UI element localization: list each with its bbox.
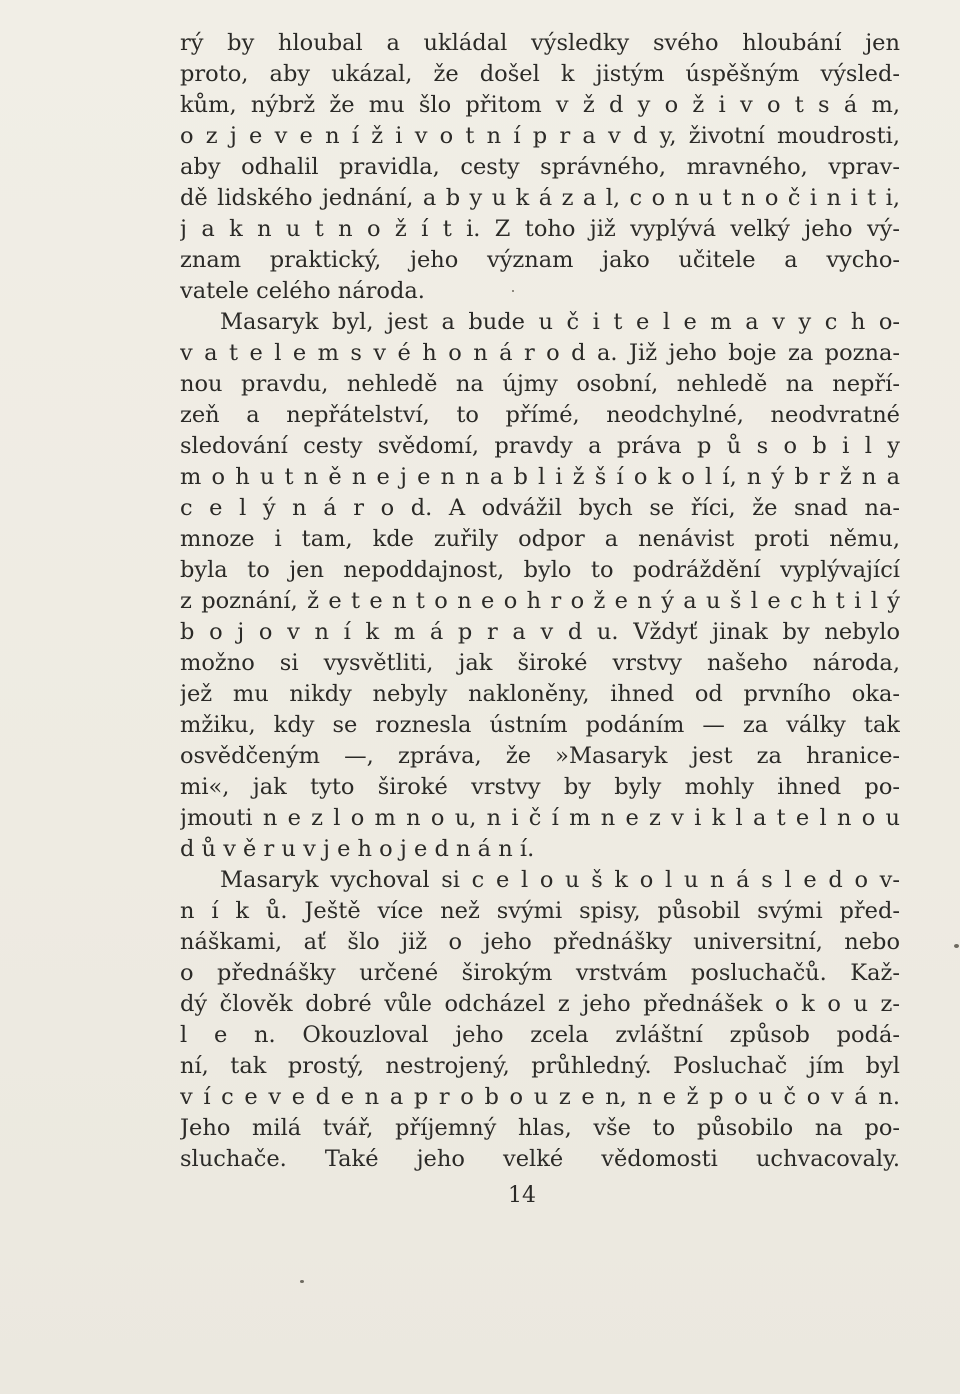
- paragraph-start-line: Masaryk vychoval si c e l o u š k o l u n á s l e d o v-: [220, 867, 900, 893]
- text-line: mi«, jak tyto široké vrstvy by byly mohly ihned po-: [180, 774, 900, 800]
- text-line: m o h u t n ě n e j e n n a b l i ž š í o k o l í, n ý b r ž n a: [180, 464, 900, 490]
- text-line: c e l ý n á r o d. A odvážil bych se říci, že snad na-: [180, 495, 900, 521]
- text-line: o přednášky určené širokým vrstvám posluchačů. Kaž-: [180, 960, 900, 986]
- text-line: nou pravdu, nehledě na újmy osobní, nehledě na nepří-: [180, 371, 900, 397]
- text-line: náškami, ať šlo již o jeho přednášky universitní, nebo: [180, 929, 900, 955]
- text-line: vatele celého národa.: [180, 278, 425, 304]
- body-text: [180, 28, 900, 1175]
- text-line: l e n. Okouzloval jeho zcela zvláštní způsob podá-: [180, 1022, 900, 1048]
- text-line: aby odhalil pravidla, cesty správného, mravného, vprav-: [180, 154, 900, 180]
- text-line: sluchače. Také jeho velké vědomosti uchvacovaly.: [180, 1146, 900, 1172]
- text-line: dě lidského jednání, a b y u k á z a l, c o n u t n o č i n i t i,: [180, 185, 900, 211]
- text-line: sledování cesty svědomí, pravdy a práva p ů s o b i l y: [180, 433, 900, 459]
- text-line: jmouti n e z l o m n o u, n i č í m n e z v i k l a t e l n o u: [180, 805, 900, 831]
- page-number: 14: [508, 1183, 536, 1208]
- text-line: v a t e l e m s v é h o n á r o d a. Již jeho boje za pozna-: [180, 340, 900, 366]
- text-line: ní, tak prostý, nestrojený, průhledný. Posluchač jím byl: [180, 1053, 900, 1079]
- text-line: b o j o v n í k m á p r a v d u. Vždyť jinak by nebylo: [180, 619, 900, 645]
- text-line: mžiku, kdy se roznesla ústním podáním — za války tak: [180, 712, 900, 738]
- text-line: byla to jen nepoddajnost, bylo to podráždění vyplývající: [180, 557, 900, 583]
- paragraph-start-line: Masaryk byl, jest a bude u č i t e l e m a v y c h o-: [220, 309, 900, 335]
- text-line: znam praktický, jeho význam jako učitele a vycho-: [180, 247, 900, 273]
- text-line: d ů v ě r u v j e h o j e d n á n í.: [180, 836, 535, 862]
- text-line: z poznání, ž e t e n t o n e o h r o ž e n ý a u š l e c h t i l ý: [180, 588, 900, 614]
- paper-speck: [300, 1280, 304, 1283]
- text-line: zeň a nepřátelství, to přímé, neodchylné, neodvratné: [180, 402, 900, 428]
- text-line: o z j e v e n í ž i v o t n í p r a v d y, životní moudrosti,: [180, 123, 900, 149]
- text-line: v í c e v e d e n a p r o b o u z e n, n e ž p o u č o v á n.: [180, 1084, 900, 1110]
- text-line: osvědčeným —, zpráva, že »Masaryk jest za hranice-: [180, 743, 900, 769]
- text-line: Jeho milá tvář, příjemný hlas, vše to působilo na po-: [180, 1115, 900, 1141]
- text-line: j a k n u t n o ž í t i. Z toho již vyplývá velký jeho vý-: [180, 216, 900, 242]
- text-line: n í k ů. Ještě více než svými spisy, působil svými před-: [180, 898, 900, 924]
- text-line: proto, aby ukázal, že došel k jistým úspěšným výsled-: [180, 61, 900, 87]
- paper-speck: [512, 290, 514, 292]
- text-line: rý by hloubal a ukládal výsledky svého hloubání jen: [180, 30, 900, 56]
- text-line: kům, nýbrž že mu šlo přitom v ž d y o ž i v o t s á m,: [180, 92, 900, 118]
- text-line: dý člověk dobré vůle odcházel z jeho přednášek o k o u z-: [180, 991, 900, 1017]
- paper-speck: [954, 944, 959, 948]
- text-line: možno si vysvětliti, jak široké vrstvy našeho národa,: [180, 650, 900, 676]
- text-line: jež mu nikdy nebyly nakloněny, ihned od prvního oka-: [180, 681, 900, 707]
- text-line: mnoze i tam, kde zuřily odpor a nenávist proti němu,: [180, 526, 900, 552]
